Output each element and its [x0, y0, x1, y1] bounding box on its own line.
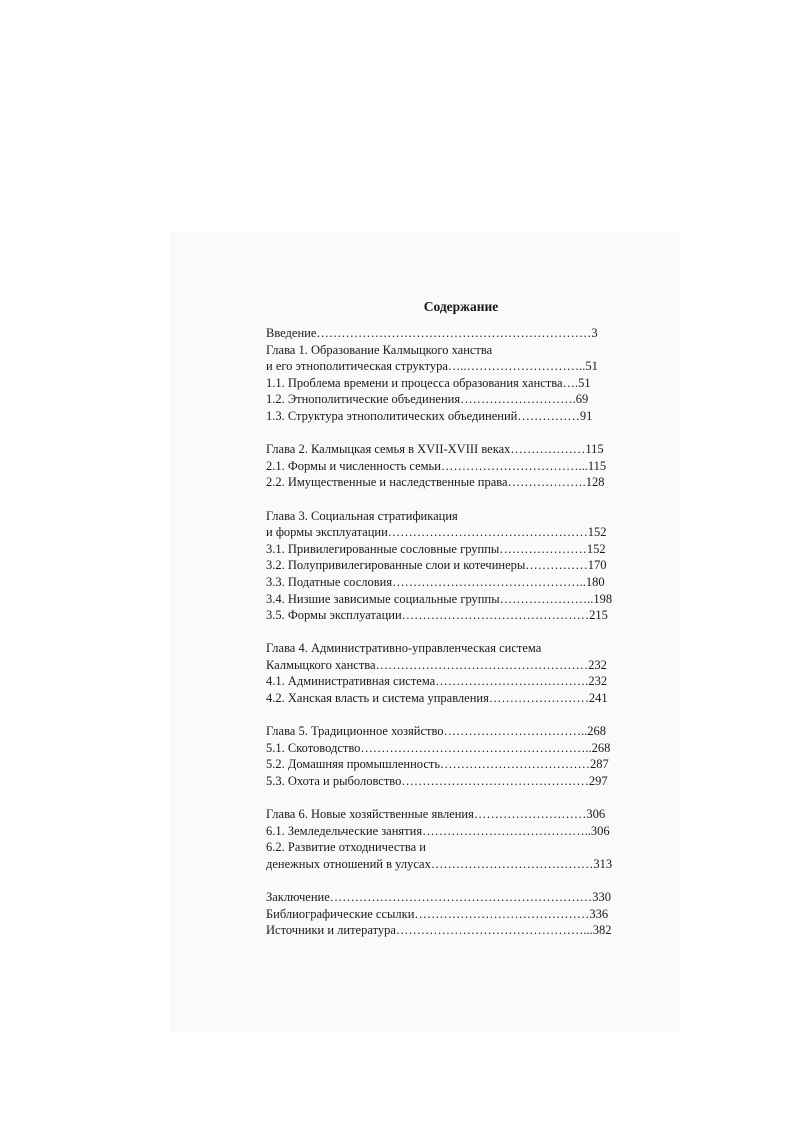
toc-entry: 4.1. Административная система……………………………….232 — [266, 674, 608, 689]
toc-entry: Глава 3. Социальная стратификация — [266, 508, 458, 523]
section-gap — [266, 624, 628, 641]
toc-entry: 1.1. Проблема времени и процесса образования ханства….51 — [266, 375, 591, 390]
section-gap — [266, 425, 628, 442]
toc-entry: 5.1. Скотоводство………………………………………………..268 — [266, 740, 611, 755]
section-gap — [266, 873, 628, 890]
toc-entry: Глава 2. Калмыцкая семья в XVII-XVIII веках………………115 — [266, 442, 604, 457]
toc-entry: 2.2. Имущественные и наследственные права……………….128 — [266, 475, 605, 490]
toc-entry: 1.3. Структура этнополитических объединений……………91 — [266, 408, 593, 423]
toc-entry: 3.1. Привилегированные сословные группы…………………152 — [266, 541, 606, 556]
toc-entry: Источники и литература………………………………………...382 — [266, 923, 612, 938]
section-gap — [266, 707, 628, 724]
toc-entry: Введение…………………………………………………………3 — [266, 326, 598, 340]
toc-entry: и его этнополитическая структура…..………………………..51 — [266, 359, 598, 374]
toc-entry: Глава 5. Традиционное хозяйство……………………………..268 — [266, 724, 607, 739]
toc-entry: 3.5. Формы эксплуатации………………………………………215 — [266, 608, 608, 623]
table-of-contents — [266, 325, 628, 939]
page-title: Содержание — [423, 299, 499, 314]
section-gap — [266, 790, 628, 807]
toc-entry: Глава 4. Административно-управленческая система — [266, 641, 542, 656]
toc-entry: Глава 6. Новые хозяйственные явления………………………306 — [266, 807, 606, 822]
toc-entry: 5.2. Домашняя промышленность………………………………287 — [266, 757, 609, 772]
toc-entry: денежных отношений в улусах…………………………………313 — [266, 857, 613, 871]
toc-entry: Библиографические ссылки……………………………………336 — [266, 906, 609, 921]
toc-entry: Калмыцкого ханства……………………………………………232 — [266, 657, 607, 672]
toc-entry: 5.3. Охота и рыболовство………………………………………297 — [266, 774, 608, 789]
toc-entry: и формы эксплуатации…………………………………………152 — [266, 525, 607, 540]
section-gap — [266, 491, 628, 508]
toc-entry: 6.1. Земледельческие занятия…………………………………..306 — [266, 823, 610, 838]
toc-entry: 3.3. Податные сословия………………………………………..180 — [266, 574, 605, 589]
toc-entry: Заключение………………………………………………………330 — [266, 890, 611, 905]
toc-entry: 1.2. Этнополитические объединения……………………….69 — [266, 392, 589, 407]
toc-entry: 3.4. Низшие зависимые социальные группы…………………..198 — [266, 591, 613, 606]
toc-entry: 6.2. Развитие отходничества и — [266, 840, 426, 855]
toc-entry: 4.2. Ханская власть и система управления……………………241 — [266, 691, 608, 706]
toc-entry: Глава 1. Образование Калмыцкого ханства — [266, 342, 493, 357]
toc-entry: 3.2. Полупривилегированные слои и котечинеры……………170 — [266, 558, 607, 573]
toc-entry: 2.1. Формы и численность семьи……………………………...115 — [266, 458, 607, 473]
